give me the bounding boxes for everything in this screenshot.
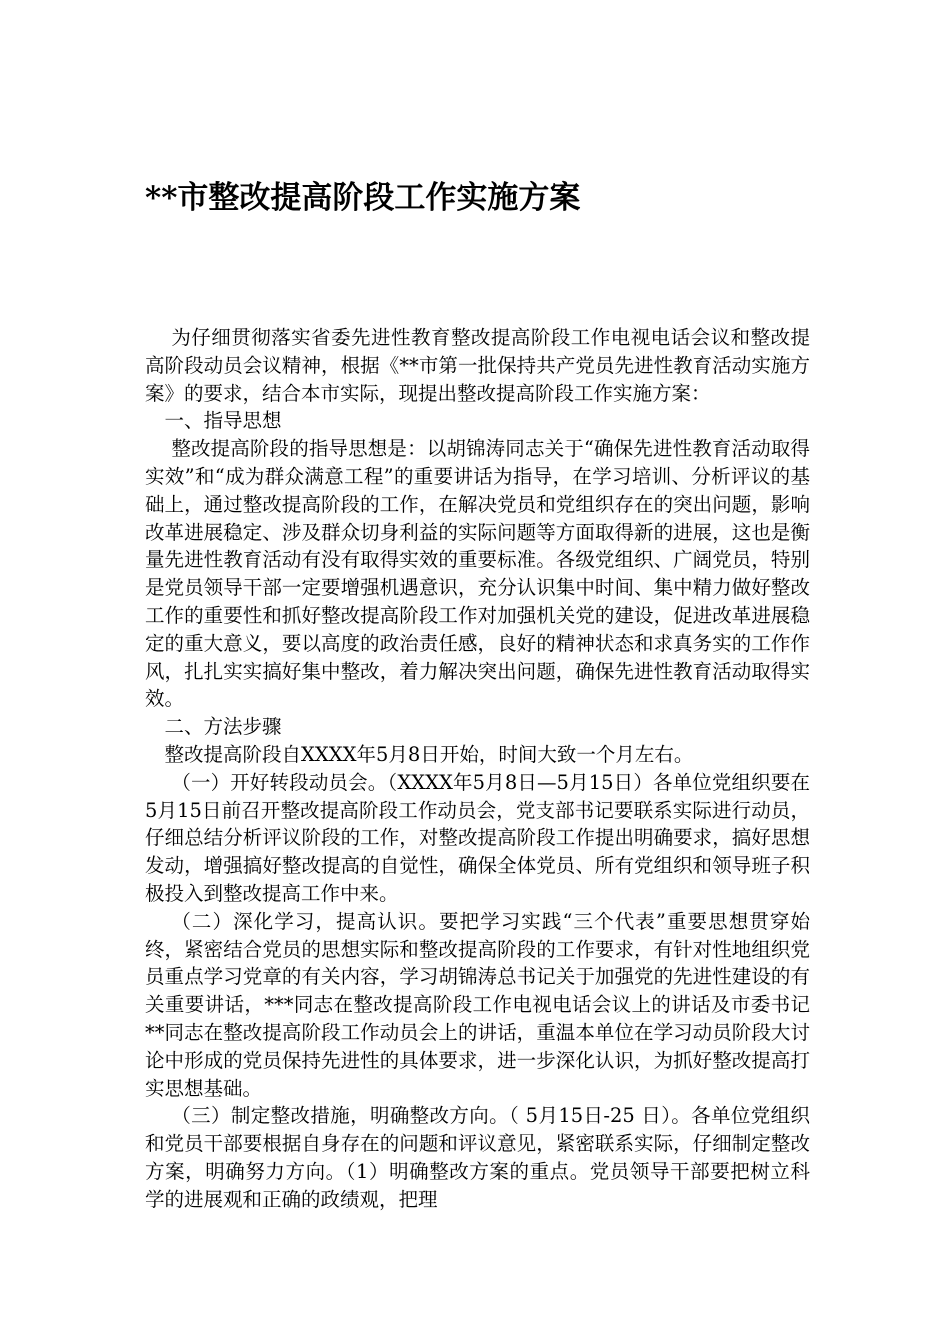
body-paragraph: 为仔细贯彻落实省委先进性教育整改提高阶段工作电视电话会议和整改提高阶段动员会议精神，根据《**市第一批保持共产党员先进性教育活动实施方案》的要求，结合本市实际，现提出整改提高阶段工作实施方案： (145, 326, 810, 405)
body-paragraph: （二）深化学习，提高认识。要把学习实践“三个代表”重要思想贯穿始终，紧密结合党员的思想实际和整改提高阶段的工作要求，有针对性地组织党员重点学习党章的有关内容，学习胡锦涛总书记关于加强党的先进性建设的有关重要讲话，***同志在整改提高阶段工作电视电话会议上的讲话及市委书记**同志在整改提高阶段工作动员会上的讲话，重温本单位在学习动员阶段大讨论中形成的党员保持先进性的具体要求，进一步深化认识，为抓好整改提高打实思想基础。 (145, 909, 810, 1100)
body-paragraph: （一）开好转段动员会。（XXXX年5月8日—5月15日）各单位党组织要在5月15日前召开整改提高阶段工作动员会，党支部书记要联系实际进行动员，仔细总结分析评议阶段的工作，对整改提高阶段工作提出明确要求，搞好思想发动，增强搞好整改提高的自觉性，确保全体党员、所有党组织和领导班子积极投入到整改提高工作中来。 (145, 770, 810, 905)
document-title: **市整改提高阶段工作实施方案 (145, 180, 581, 216)
body-paragraph: 整改提高阶段的指导思想是：以胡锦涛同志关于“确保先进性教育活动取得实效”和“成为群众满意工程”的重要讲话为指导，在学习培训、分析评议的基础上，通过整改提高阶段的工作，在解决党员和党组织存在的突出问题，影响改革进展稳定、涉及群众切身利益的实际问题等方面取得新的进展，这也是衡量先进性教育活动有没有取得实效的重要标准。各级党组织、广阔党员，特别是党员领导干部一定要增强机遇意识，充分认识集中时间、集中精力做好整改工作的重要性和抓好整改提高阶段工作对加强机关党的建设，促进改革进展稳定的重大意义，要以高度的政治责任感，良好的精神状态和求真务实的工作作风，扎扎实实搞好集中整改，着力解决突出问题，确保先进性教育活动取得实效。 (145, 437, 810, 711)
body-paragraph: （三）制定整改措施，明确整改方向。（ 5月15日-25 日）。各单位党组织和党员干部要根据自身存在的问题和评议意见，紧密联系实际，仔细制定整改方案，明确努力方向。（1）明确整改方案的重点。党员领导干部要把树立科学的进展观和正确的政绩观，把理 (145, 1104, 810, 1211)
section-heading: 一、指导思想 (164, 409, 282, 433)
body-paragraph: 整改提高阶段自XXXX年5月8日开始，时间大致一个月左右。 (164, 742, 694, 766)
section-heading: 二、方法步骤 (164, 715, 282, 739)
document-body (145, 324, 810, 1214)
